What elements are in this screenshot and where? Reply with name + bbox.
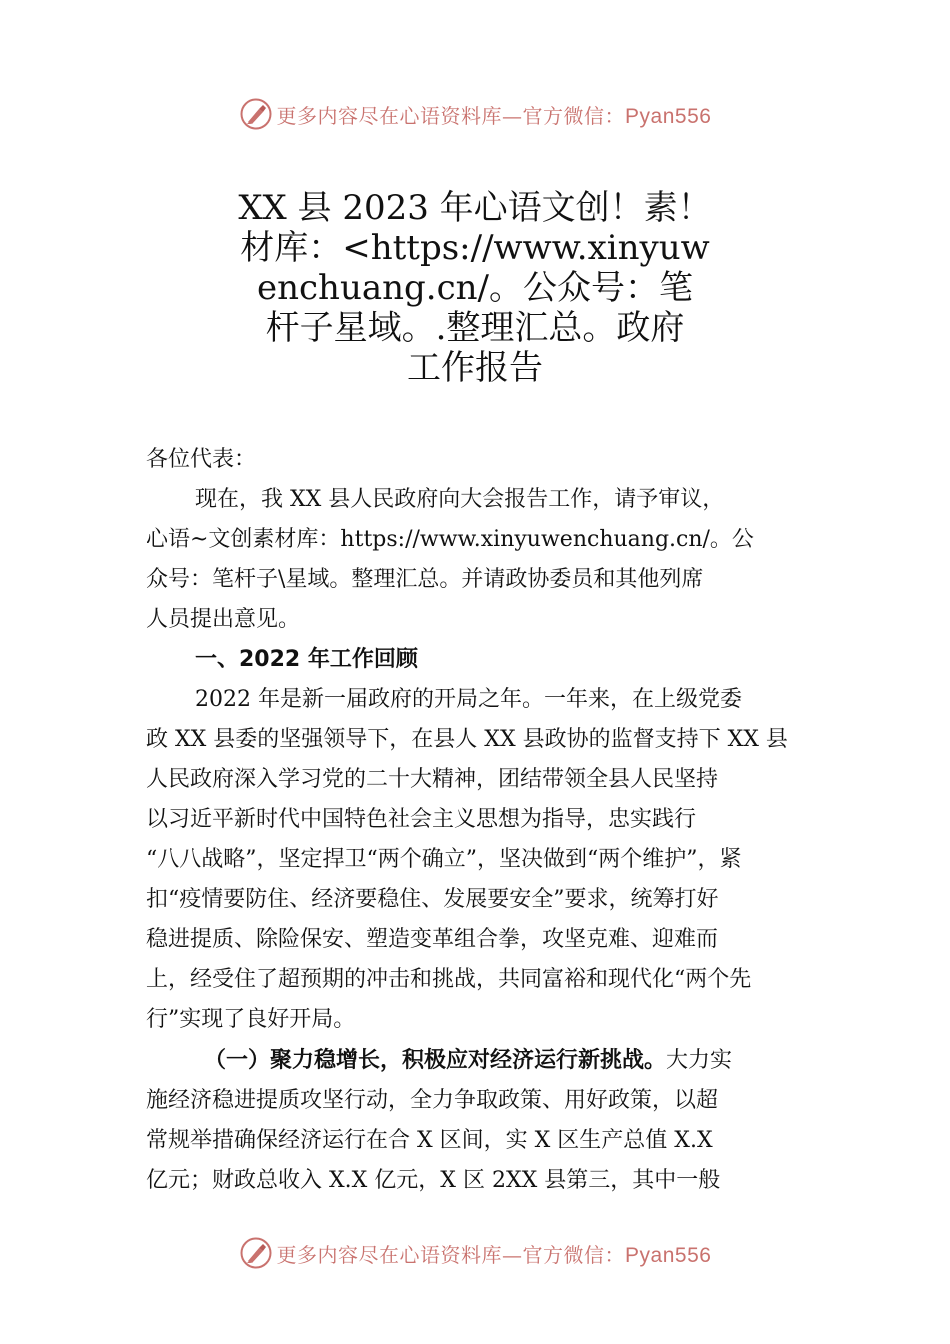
header-banner — [0, 94, 950, 134]
footer-banner — [0, 1233, 950, 1273]
banner-main-text: 更多内容尽在心语资料库— — [276, 103, 523, 128]
body-line: 施经济稳进提质攻坚行动，全力争取政策、用好政策，以超 — [146, 1088, 719, 1113]
banner-wechat-label: 官方微信： — [522, 103, 626, 128]
body-line: 人员提出意见。 — [146, 607, 301, 632]
pen-nib-logo-icon — [239, 97, 273, 131]
body-line: 众号：笔杆子\星域。整理汇总。并请政协委员和其他列席 — [146, 567, 704, 592]
body-line: 2022 年是新一届政府的开局之年。一年来，在上级党委 — [195, 687, 742, 712]
body-line: 政 XX 县委的坚强领导下，在县人 XX 县政协的监督支持下 XX 县 — [146, 727, 788, 752]
body-line: 稳进提质、除险保安、塑造变革组合拳，攻坚克难、迎难而 — [146, 927, 719, 952]
title-line: 材库：<https://www.xinyuw — [240, 228, 710, 268]
section-heading: 一、2022 年工作回顾 — [195, 647, 418, 672]
banner-wechat-label: 官方微信： — [522, 1242, 626, 1267]
body-line: “八八战略”，坚定捍卫“两个确立”，坚决做到“两个维护”，紧 — [146, 847, 742, 872]
body-line: 上，经受住了超预期的冲击和挑战，共同富裕和现代化“两个先 — [146, 967, 752, 992]
title-line: XX 县 2023 年心语文创！素！ — [238, 188, 712, 228]
banner-main-text: 更多内容尽在心语资料库— — [276, 1242, 523, 1267]
subsection-text: 大力实 — [666, 1048, 733, 1073]
body-line: 现在，我 XX 县人民政府向大会报告工作，请予审议， — [195, 487, 725, 512]
salutation: 各位代表： — [146, 447, 257, 472]
body-line: 心语~文创素材库：https://www.xinyuwenchuang.cn/。公 — [146, 527, 754, 552]
body-line: 以习近平新时代中国特色社会主义思想为指导，忠实践行 — [146, 807, 697, 832]
banner-wechat-id: Pyan556 — [625, 1243, 712, 1267]
title-line: 杆子星域。.整理汇总。政府 — [265, 308, 685, 348]
subsection-heading: （一）聚力稳增长，积极应对经济运行新挑战。 — [204, 1047, 667, 1073]
banner-text — [277, 1239, 712, 1268]
body-line: 亿元；财政总收入 X.X 亿元，X 区 2XX 县第三，其中一般 — [146, 1168, 721, 1193]
document-title — [200, 188, 750, 388]
body-line: 扣“疫情要防住、经济要稳住、发展要安全”要求，统筹打好 — [146, 887, 719, 912]
body-line: 常规举措确保经济运行在合 X 区间，实 X 区生产总值 X.X — [146, 1128, 713, 1153]
body-line: 人民政府深入学习党的二十大精神，团结带领全县人民坚持 — [146, 767, 719, 792]
banner-wechat-id: Pyan556 — [625, 104, 712, 128]
title-line: 工作报告 — [407, 348, 543, 388]
banner-text — [277, 100, 712, 129]
subsection-line — [146, 1040, 826, 1081]
title-line: enchuang.cn/。公众号：笔 — [257, 268, 693, 308]
pen-nib-logo-icon — [239, 1236, 273, 1270]
document-body — [146, 440, 826, 1201]
body-line: 行”实现了良好开局。 — [146, 1007, 356, 1032]
